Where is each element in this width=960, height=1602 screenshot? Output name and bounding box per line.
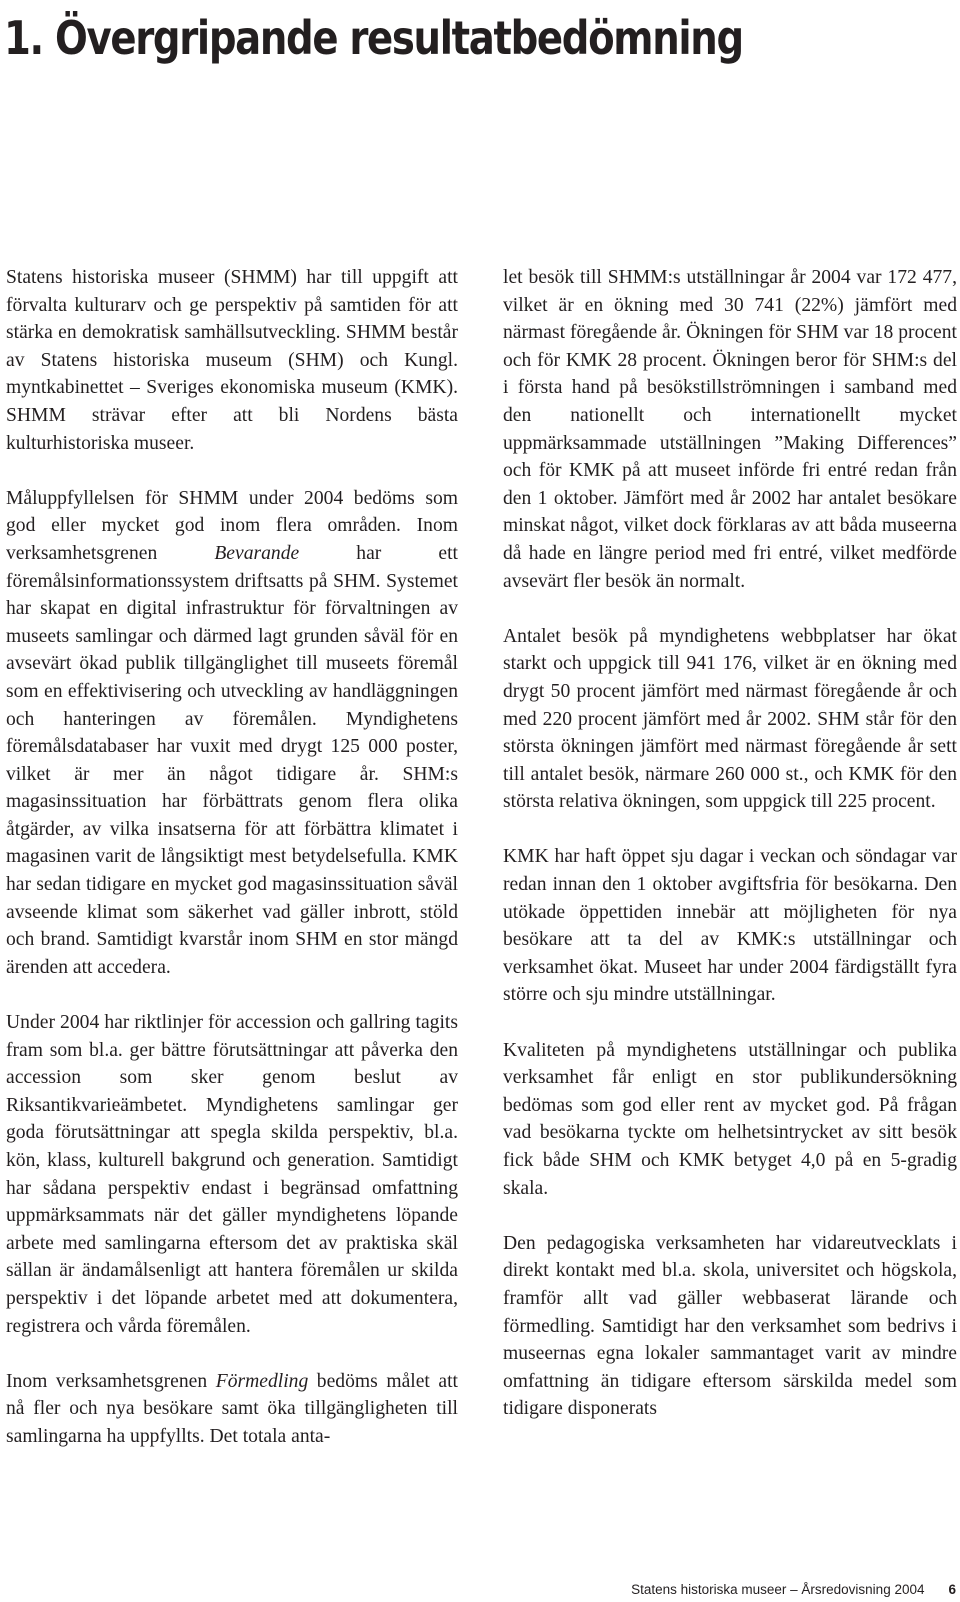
right-column [503,264,957,1423]
text-run: har ett föremålsinformationssystem driftsatts på SHM. Systemet har skapat en digital infrastruktur för förvaltningen av museets samlingar och därmed lagt grunden såväl för en avsevärt ökad publik tillgänglighet till museets föremål som en effektivisering och utveckling av handläggningen och hanteringen av föremålen. Myndighetens föremålsdatabaser har vuxit med drygt 125 000 poster, vilket är mer än något tidigare år. SHM:s magasinssituation har förbättrats genom flera olika åtgärder, av vilka insatserna för att förbättra klimatet i magasinen varit de långsiktigt mest betydelsefulla. KMK har sedan tidigare en mycket god magasinssituation såväl avseende klimat som säkerhet vad gäller inbrott, stöld och brand. Samtidigt kvarstår inom SHM en stor mängd ärenden att accedera. [6,542,458,978]
paragraph-bevarande [6,485,458,982]
text-run: Måluppfyllelsen för SHMM under 2004 bedöms som god eller mycket god inom flera områden. Inom verksamhetsgrenen [6,487,458,564]
paragraph-web-visits: Antalet besök på myndighetens webbplatser har ökat starkt och uppgick till 941 176, vilket är en ökning med drygt 50 procent jämfört med närmast föregående år och med 220 procent jämfört med år 2002. SHM står för den största ökningen jämfört med närmast föregående år sett till antalet besök, närmare 260 000 st., och KMK för den största relativa ökningen, som uppgick till 225 procent. [503,625,957,813]
emphasis-formedling: Förmedling [215,1370,309,1392]
left-column [6,264,458,1451]
paragraph-kmk-opening: KMK har haft öppet sju dagar i veckan och söndagar var redan innan den 1 oktober avgiftsfria för besökarna. Den utökade öppettiden innebär att möjligheten för nya besökare att ta del av KMK:s utställningar och verksamhet ökat. Museet har under 2004 färdigställt fyra större och sju mindre utställningar. [503,846,957,1006]
text-run: bedöms målet att nå fler och nya besökare samt öka tillgängligheten till samlingarna ha uppfyllts. Det totala anta- [6,1370,458,1447]
footer-text: Statens historiska museer – Årsredovisning 2004 [631,1582,925,1597]
page-number: 6 [948,1582,956,1597]
page-footer [560,1582,956,1598]
paragraph-pedagogy: Den pedagogiska verksamheten har vidareutvecklats i direkt kontakt med bl.a. skola, universitet och högskola, framför allt vad gäller webbaserat lärande och förmedling. Samtidigt har den verksamhet som bedrivs i museernas egna lokaler sammantaget varit av mindre omfattning än tidigare eftersom särskilda medel som tidigare disponerats [503,1232,957,1420]
paragraph-formedling [6,1368,458,1451]
paragraph-quality: Kvaliteten på myndighetens utställningar och publika verksamhet får enligt en stor publikundersökning bedömas som god eller rent av mycket god. På frågan vad besökarna tyckte om helhetsintrycket av sitt besök fick både SHM och KMK betyget 4,0 på en 5-gradig skala. [503,1039,957,1199]
paragraph-accession: Under 2004 har riktlinjer för accession och gallring tagits fram som bl.a. ger bättre förutsättningar att påverka den accession som sker genom beslut av Riksantikvarieämbetet. Myndighetens samlingar ger goda förutsättningar att spegla skilda perspektiv, bl.a. kön, klass, kulturell bakgrund och generation. Samtidigt har sådana perspektiv endast i begränsad omfattning uppmärksammats när det gäller myndighetens löpande arbete med samlingarna eftersom det av praktiska skäl sällan är ändamålsenligt att hantera föremålen ur skilda perspektiv i det löpande arbetet med att dokumentera, registrera och vårda föremålen. [6,1012,458,1337]
text-run: Inom verksamhetsgrenen [6,1370,216,1392]
emphasis-bevarande: Bevarande [214,542,300,564]
paragraph-mission: Statens historiska museer (SHMM) har till uppgift att förvalta kulturarv och ge perspektiv på samtiden för att stärka en demokratisk samhällsutveckling. SHMM består av Statens historiska museum (SHM) och Kungl. myntkabinettet – Sveriges ekonomiska museum (KMK). SHMM strävar efter att bli Nordens bästa kulturhistoriska museer. [6,267,458,454]
page-title: 1. Övergripande resultatbedömning [4,11,743,65]
paragraph-visitors: let besök till SHMM:s utställningar år 2004 var 172 477, vilket är en ökning med 30 741 (22%) jämfört med närmast föregående år. Ökningen för SHM var 18 procent och för KMK 28 procent. Ökningen beror för SHM:s del i första hand på besökstillströmningen i samband med den nationellt och internationellt mycket uppmärksammade utställningen ”Making Differences” och för KMK på att museet införde fri entré redan från den 1 oktober. Jämfört med år 2002 har antalet besökare minskat något, vilket dock förklaras av att båda museerna då hade en längre period med fri entré, vilket medförde avsevärt fler besök än normalt. [503,267,957,592]
